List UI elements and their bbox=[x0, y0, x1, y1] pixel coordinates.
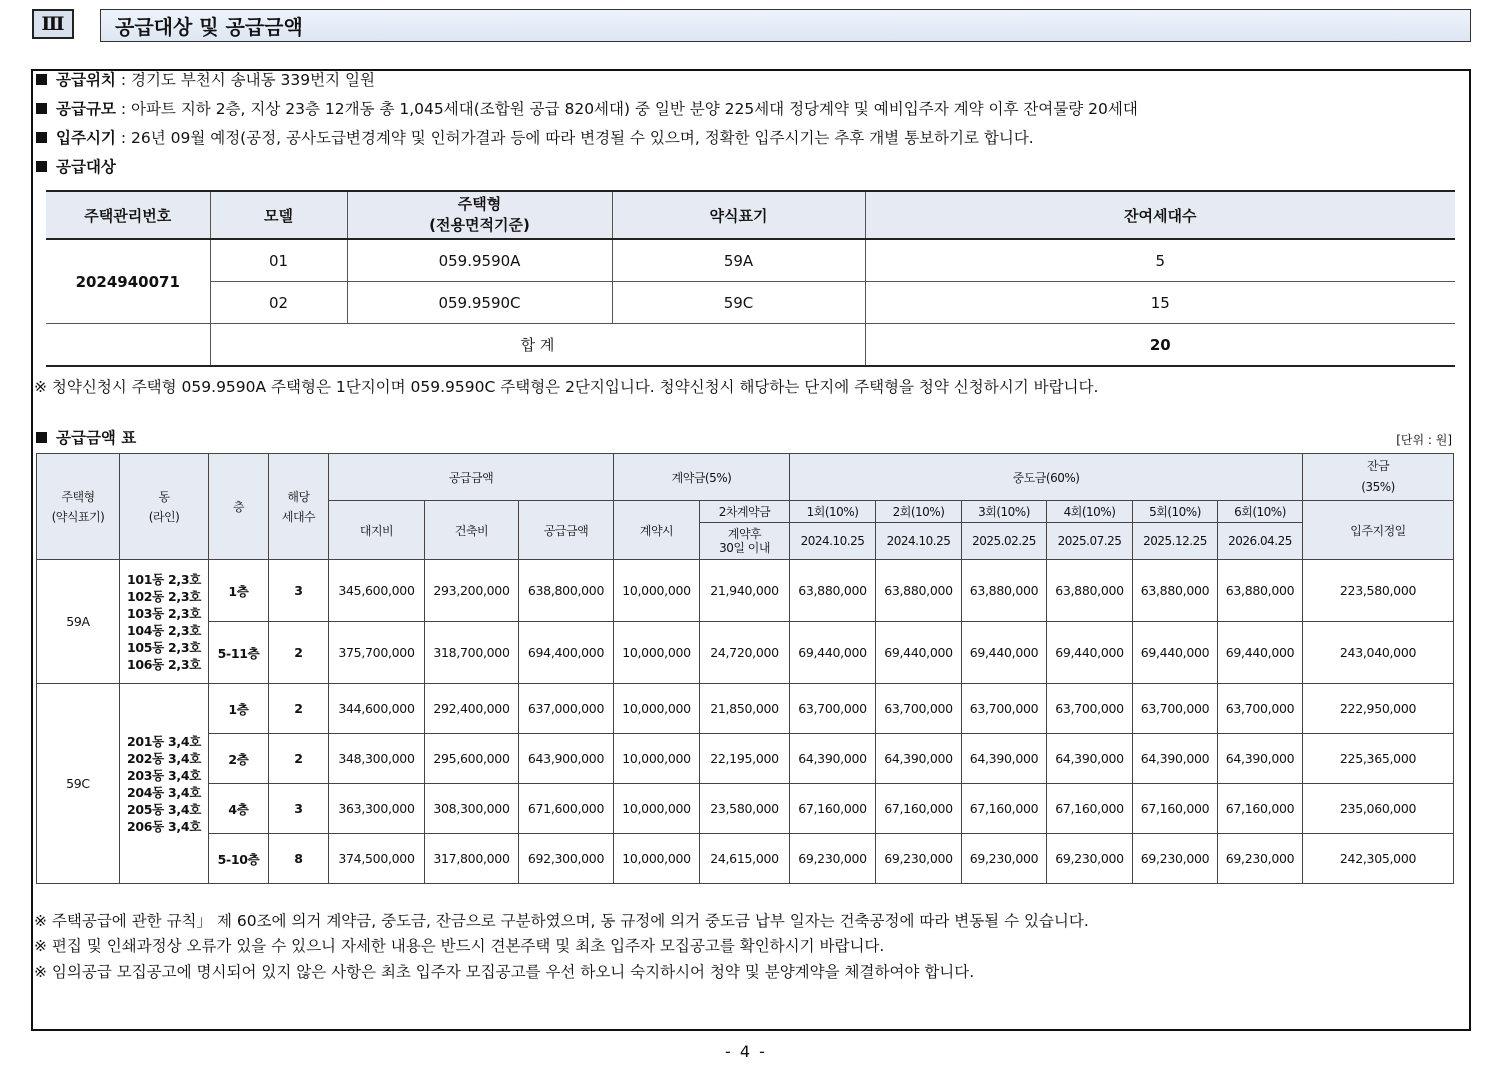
mid-cell: 63,880,000 bbox=[876, 560, 962, 622]
footnote: ※ 편집 및 인쇄과정상 오류가 있을 수 있으니 자세한 내용은 반드시 견본주택 및 최초 입주자 모집공고를 확인하시기 바랍니다. bbox=[34, 937, 885, 955]
balance-cell: 222,950,000 bbox=[1303, 684, 1454, 734]
balance-cell: 225,365,000 bbox=[1303, 734, 1454, 784]
mid-cell: 63,700,000 bbox=[876, 684, 962, 734]
deposit1-cell: 10,000,000 bbox=[614, 784, 700, 834]
header-mid-6: 6회(10%) bbox=[1218, 501, 1303, 523]
units-cell: 3 bbox=[269, 784, 329, 834]
header-mid-date-1: 2024.10.25 bbox=[790, 523, 876, 560]
price-row bbox=[37, 622, 1454, 684]
building-cell: 293,200,000 bbox=[425, 560, 519, 622]
mid-cell: 63,880,000 bbox=[790, 560, 876, 622]
mid-cell: 63,700,000 bbox=[1218, 684, 1303, 734]
price-cell: 692,300,000 bbox=[519, 834, 614, 884]
header-house-type: 주택형 (전용면적기준) bbox=[347, 191, 612, 239]
short-cell: 59C bbox=[612, 282, 865, 324]
land-cell: 348,300,000 bbox=[329, 734, 425, 784]
mid-cell: 69,230,000 bbox=[1047, 834, 1133, 884]
price-table-title: 공급금액 표 bbox=[36, 428, 136, 448]
supply-target-table bbox=[46, 190, 1455, 367]
deposit2-cell: 23,580,000 bbox=[700, 784, 790, 834]
price-cell: 671,600,000 bbox=[519, 784, 614, 834]
type-note: ※ 청약신청시 주택형 059.9590A 주택형은 1단지이며 059.9590C 주택형은 2단지입니다. 청약신청시 해당하는 단지에 주택형을 청약 신청하시기 바랍니다. bbox=[34, 378, 1099, 396]
mid-cell: 69,440,000 bbox=[1218, 622, 1303, 684]
units-cell: 2 bbox=[269, 734, 329, 784]
header-mid-1: 1회(10%) bbox=[790, 501, 876, 523]
header-remaining-units: 잔여세대수 bbox=[865, 191, 1455, 239]
deposit1-cell: 10,000,000 bbox=[614, 560, 700, 622]
mid-cell: 64,390,000 bbox=[1133, 734, 1218, 784]
bullet-target: 공급대상 bbox=[36, 157, 116, 177]
header-mid-date-3: 2025.02.25 bbox=[962, 523, 1047, 560]
mid-cell: 69,440,000 bbox=[876, 622, 962, 684]
mid-cell: 69,440,000 bbox=[962, 622, 1047, 684]
type-cell: 059.9590A bbox=[347, 239, 612, 282]
mid-cell: 64,390,000 bbox=[962, 734, 1047, 784]
price-row bbox=[37, 560, 1454, 622]
square-bullet-icon bbox=[36, 132, 47, 143]
mid-cell: 67,160,000 bbox=[876, 784, 962, 834]
header-model: 모델 bbox=[210, 191, 347, 239]
price-row bbox=[37, 834, 1454, 884]
header-dong: 동 (라인) bbox=[120, 454, 209, 560]
mid-cell: 63,880,000 bbox=[962, 560, 1047, 622]
header-mid-2: 2회(10%) bbox=[876, 501, 962, 523]
deposit1-cell: 10,000,000 bbox=[614, 734, 700, 784]
mid-cell: 67,160,000 bbox=[962, 784, 1047, 834]
price-cell: 638,800,000 bbox=[519, 560, 614, 622]
units-cell: 5 bbox=[865, 239, 1455, 282]
balance-cell: 243,040,000 bbox=[1303, 622, 1454, 684]
lines-cell: 201동 3,4호 202동 3,4호 203동 3,4호 204동 3,4호 205동 3,4호 206동 3,4호 bbox=[120, 684, 209, 884]
deposit2-cell: 22,195,000 bbox=[700, 734, 790, 784]
header-middle: 중도금(60%) bbox=[790, 454, 1303, 501]
type-cell: 059.9590C bbox=[347, 282, 612, 324]
building-cell: 295,600,000 bbox=[425, 734, 519, 784]
balance-cell: 235,060,000 bbox=[1303, 784, 1454, 834]
price-row bbox=[37, 734, 1454, 784]
header-deposit: 계약금(5%) bbox=[614, 454, 790, 501]
balance-cell: 223,580,000 bbox=[1303, 560, 1454, 622]
mid-cell: 64,390,000 bbox=[1218, 734, 1303, 784]
square-bullet-icon bbox=[36, 432, 47, 443]
building-cell: 318,700,000 bbox=[425, 622, 519, 684]
header-second-deposit: 2차계약금 bbox=[700, 501, 790, 523]
units-cell: 3 bbox=[269, 560, 329, 622]
floor-cell: 2층 bbox=[209, 734, 269, 784]
floor-cell: 1층 bbox=[209, 560, 269, 622]
floor-cell: 5-11층 bbox=[209, 622, 269, 684]
section-number: Ⅲ bbox=[32, 9, 74, 39]
mid-cell: 69,230,000 bbox=[790, 834, 876, 884]
mid-cell: 67,160,000 bbox=[1047, 784, 1133, 834]
header-mid-date-2: 2024.10.25 bbox=[876, 523, 962, 560]
mid-cell: 67,160,000 bbox=[1218, 784, 1303, 834]
square-bullet-icon bbox=[36, 103, 47, 114]
footnote: ※ 주택공급에 관한 규칙」 제 60조에 의거 계약금, 중도금, 잔금으로 구분하였으며, 동 규정에 의거 중도금 납부 일자는 건축공정에 따라 변동될 수 있습니다. bbox=[34, 912, 1089, 930]
price-cell: 694,400,000 bbox=[519, 622, 614, 684]
land-cell: 375,700,000 bbox=[329, 622, 425, 684]
header-units: 해당 세대수 bbox=[269, 454, 329, 560]
balance-cell: 242,305,000 bbox=[1303, 834, 1454, 884]
deposit1-cell: 10,000,000 bbox=[614, 834, 700, 884]
header-second-deposit-sub: 계약후 30일 이내 bbox=[700, 523, 790, 560]
header-floor: 층 bbox=[209, 454, 269, 560]
mid-cell: 63,700,000 bbox=[790, 684, 876, 734]
mid-cell: 69,230,000 bbox=[1218, 834, 1303, 884]
price-row bbox=[37, 684, 1454, 734]
header-mgmt-no: 주택관리번호 bbox=[46, 191, 210, 239]
type-cell: 59A bbox=[37, 560, 120, 684]
mid-cell: 63,880,000 bbox=[1133, 560, 1218, 622]
footnote: ※ 임의공급 모집공고에 명시되어 있지 않은 사항은 최초 입주자 모집공고를 우선 하오니 숙지하시어 청약 및 분양계약을 체결하여야 합니다. bbox=[34, 963, 975, 981]
mid-cell: 69,230,000 bbox=[876, 834, 962, 884]
deposit1-cell: 10,000,000 bbox=[614, 622, 700, 684]
header-mid-4: 4회(10%) bbox=[1047, 501, 1133, 523]
building-cell: 308,300,000 bbox=[425, 784, 519, 834]
deposit2-cell: 24,720,000 bbox=[700, 622, 790, 684]
land-cell: 345,600,000 bbox=[329, 560, 425, 622]
deposit2-cell: 24,615,000 bbox=[700, 834, 790, 884]
floor-cell: 1층 bbox=[209, 684, 269, 734]
header-mid-3: 3회(10%) bbox=[962, 501, 1047, 523]
land-cell: 363,300,000 bbox=[329, 784, 425, 834]
building-cell: 317,800,000 bbox=[425, 834, 519, 884]
mid-cell: 69,440,000 bbox=[1047, 622, 1133, 684]
header-supply: 공급금액 bbox=[329, 454, 614, 501]
mid-cell: 67,160,000 bbox=[790, 784, 876, 834]
price-cell: 643,900,000 bbox=[519, 734, 614, 784]
floor-cell: 5-10층 bbox=[209, 834, 269, 884]
header-supply-price: 공급금액 bbox=[519, 501, 614, 560]
mid-cell: 64,390,000 bbox=[876, 734, 962, 784]
model-cell: 01 bbox=[210, 239, 347, 282]
bullet-location: 공급위치 : 경기도 부천시 송내동 339번지 일원 bbox=[36, 70, 375, 90]
page-number: - 4 - bbox=[725, 1042, 767, 1061]
unit-label: [단위 : 원] bbox=[1396, 433, 1452, 447]
square-bullet-icon bbox=[36, 74, 47, 85]
type-cell: 59C bbox=[37, 684, 120, 884]
header-land: 대지비 bbox=[329, 501, 425, 560]
header-mid-date-5: 2025.12.25 bbox=[1133, 523, 1218, 560]
header-movein: 입주지정일 bbox=[1303, 501, 1454, 560]
mid-cell: 69,440,000 bbox=[790, 622, 876, 684]
header-mid-5: 5회(10%) bbox=[1133, 501, 1218, 523]
building-cell: 292,400,000 bbox=[425, 684, 519, 734]
header-at-contract: 계약시 bbox=[614, 501, 700, 560]
price-row bbox=[37, 784, 1454, 834]
square-bullet-icon bbox=[36, 161, 47, 172]
units-cell: 2 bbox=[269, 684, 329, 734]
bullet-scale: 공급규모 : 아파트 지하 2층, 지상 23층 12개동 총 1,045세대(조합원 공급 820세대) 중 일반 분양 225세대 정당계약 및 예비입주자 계약 이후 잔여물량 20세대 bbox=[36, 99, 1138, 119]
bullet-movein: 입주시기 : 26년 09월 예정(공정, 공사도급변경계약 및 인허가결과 등에 따라 변경될 수 있으며, 정확한 입주시기는 추후 개별 통보하기로 합니다. bbox=[36, 128, 1034, 148]
mid-cell: 64,390,000 bbox=[790, 734, 876, 784]
model-cell: 02 bbox=[210, 282, 347, 324]
mid-cell: 67,160,000 bbox=[1133, 784, 1218, 834]
units-cell: 2 bbox=[269, 622, 329, 684]
header-type: 주택형 (약식표기) bbox=[37, 454, 120, 560]
header-mid-date-6: 2026.04.25 bbox=[1218, 523, 1303, 560]
mid-cell: 69,230,000 bbox=[1133, 834, 1218, 884]
mid-cell: 69,230,000 bbox=[962, 834, 1047, 884]
header-building: 건축비 bbox=[425, 501, 519, 560]
floor-cell: 4층 bbox=[209, 784, 269, 834]
mid-cell: 63,880,000 bbox=[1047, 560, 1133, 622]
deposit1-cell: 10,000,000 bbox=[614, 684, 700, 734]
mid-cell: 63,700,000 bbox=[1133, 684, 1218, 734]
lines-cell: 101동 2,3호 102동 2,3호 103동 2,3호 104동 2,3호 105동 2,3호 106동 2,3호 bbox=[120, 560, 209, 684]
deposit2-cell: 21,940,000 bbox=[700, 560, 790, 622]
mid-cell: 69,440,000 bbox=[1133, 622, 1218, 684]
mid-cell: 63,700,000 bbox=[962, 684, 1047, 734]
deposit2-cell: 21,850,000 bbox=[700, 684, 790, 734]
price-cell: 637,000,000 bbox=[519, 684, 614, 734]
mgmt-no-cell: 2024940071 bbox=[46, 239, 210, 324]
mid-cell: 63,880,000 bbox=[1218, 560, 1303, 622]
mid-cell: 64,390,000 bbox=[1047, 734, 1133, 784]
mid-cell: 63,700,000 bbox=[1047, 684, 1133, 734]
units-cell: 8 bbox=[269, 834, 329, 884]
short-cell: 59A bbox=[612, 239, 865, 282]
total-units-cell: 20 bbox=[865, 324, 1455, 367]
section-title: 공급대상 및 공급금액 bbox=[100, 9, 1471, 42]
price-table bbox=[36, 453, 1454, 884]
total-label-cell: 합 계 bbox=[210, 324, 865, 367]
units-cell: 15 bbox=[865, 282, 1455, 324]
land-cell: 374,500,000 bbox=[329, 834, 425, 884]
header-mid-date-4: 2025.07.25 bbox=[1047, 523, 1133, 560]
header-balance: 잔금 (35%) bbox=[1303, 454, 1454, 501]
land-cell: 344,600,000 bbox=[329, 684, 425, 734]
header-short-name: 약식표기 bbox=[612, 191, 865, 239]
